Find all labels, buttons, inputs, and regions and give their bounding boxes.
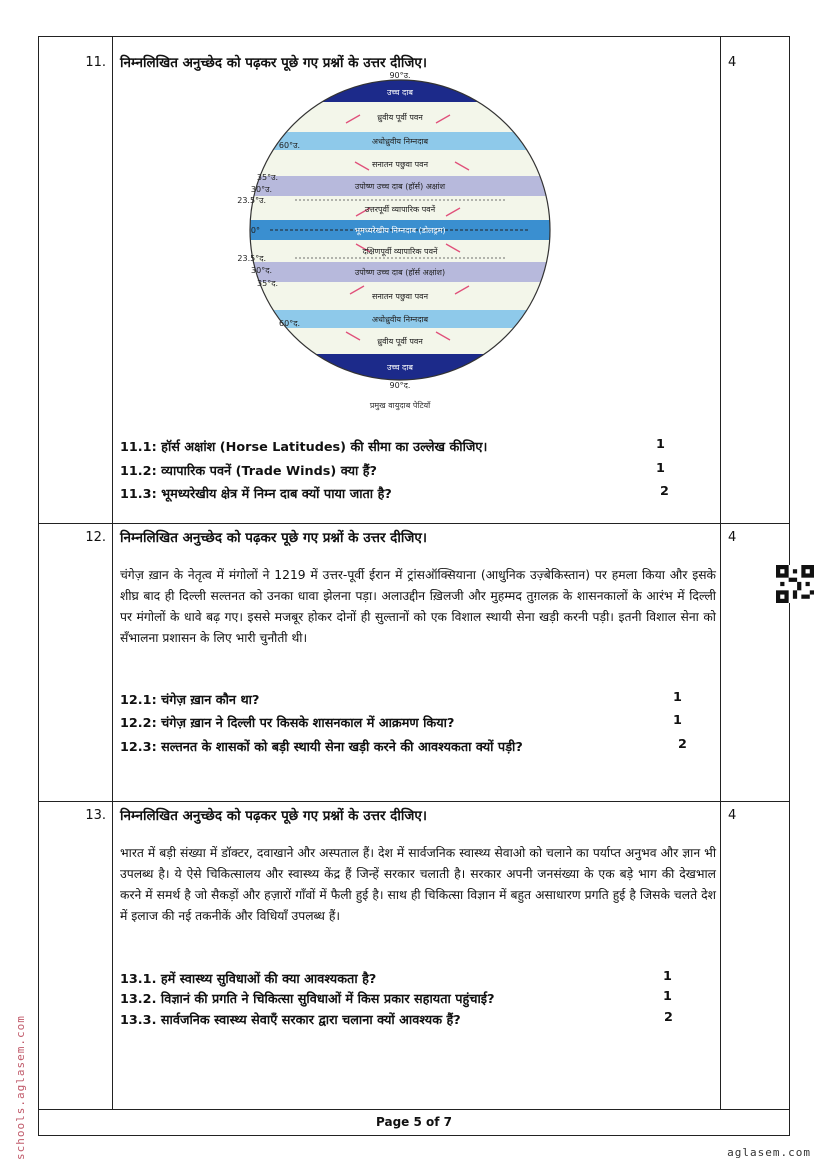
band-label: सनातन पछुवा पवन	[371, 160, 429, 169]
pressure-belts-diagram	[237, 70, 550, 420]
sub-question-marks: 1	[656, 461, 665, 476]
question-number: 11.	[85, 55, 106, 70]
band-label: उत्तरपूर्वी व्यापारिक पवनें	[364, 205, 436, 214]
sub-question-marks: 2	[664, 1010, 673, 1025]
latitude-label: 23.5°द.	[237, 254, 266, 263]
sub-question: 12.2: चंगेज़ ख़ान ने दिल्ली पर किसके शासनकाल में आक्रमण किया?	[120, 716, 455, 731]
sub-question: 11.1: हॉर्स अक्षांश (Horse Latitudes) की सीमा का उल्लेख कीजिए।	[120, 440, 488, 455]
question-marks: 4	[728, 808, 737, 823]
sub-question: 12.1: चंगेज़ ख़ान कौन था?	[120, 693, 260, 708]
question-heading: निम्नलिखित अनुच्छेद को पढ़कर पूछे गए प्रश्नों के उत्तर दीजिए।	[120, 55, 427, 71]
band-label: अधोध्रुवीय निम्नदाब	[371, 315, 429, 324]
latitude-label: 35°उ.	[256, 173, 278, 182]
question-number: 13.	[85, 808, 106, 823]
column-divider-marks	[720, 36, 721, 1109]
sub-question-marks: 1	[673, 690, 682, 705]
row-divider-footer	[38, 1109, 790, 1110]
sub-question-marks: 1	[656, 437, 665, 452]
sub-question-marks: 1	[663, 989, 672, 1004]
band-label: सनातन पछुवा पवन	[371, 292, 429, 301]
question-heading: निम्नलिखित अनुच्छेद को पढ़कर पूछे गए प्रश्नों के उत्तर दीजिए।	[120, 808, 427, 824]
band-label: उपोष्ण उच्च दाब (हॉर्स अक्षांश)	[354, 268, 446, 277]
latitude-label: 30°उ.	[250, 185, 272, 194]
sub-question: 11.2: व्यापारिक पवनें (Trade Winds) क्या हैं?	[120, 464, 377, 479]
sub-question: 12.3: सल्तनत के शासकों को बड़ी स्थायी सेना खड़ी करने की आवश्यकता क्यों पड़ी?	[120, 740, 523, 755]
band-label: उपोष्ण उच्च दाब (हॉर्स) अक्षांश	[354, 182, 446, 191]
latitude-label: 90°उ.	[389, 71, 411, 80]
band-label: ध्रुवीय पूर्वी पवन	[377, 113, 423, 122]
band-label: दक्षिणपूर्वी व्यापारिक पवनें	[362, 247, 438, 256]
passage: भारत में बड़ी संख्या में डॉक्टर, दवाखाने और अस्पताल हैं। देश में सार्वजनिक स्वास्थ्य सेवाओ को चलाने का पर्याप्त अनुभव और ज्ञान भी उपलब्ध है। ये ऐसे चिकित्सालय और स्वास्थ्य केंद्र हैं जिन्हें सरकार चलाती है। सरकार अपनी जनसंख्या के एक बड़े भाग की देखभाल करने में समर्थ है जो सैकड़ों और हज़ारों गाँवों में फैली हुई है। साथ ही चिकित्सा विज्ञान में बहुत असाधारण प्रगति हुई है जिसके चलते देश में इलाज की नई तकनीकें और विधियाँ उपलब्ध हैं।	[120, 846, 716, 923]
brand-watermark: aglasem.com	[727, 1146, 811, 1159]
qr-code	[776, 565, 814, 603]
column-divider-number	[112, 36, 113, 1109]
latitude-label: 30°द.	[251, 266, 272, 275]
latitude-label: 35°द.	[257, 279, 278, 288]
side-watermark: schools.aglasem.com	[14, 1015, 27, 1160]
question-marks: 4	[728, 530, 737, 545]
row-divider-13	[38, 801, 790, 802]
sub-question: 13.3. सार्वजनिक स्वास्थ्य सेवाएँ सरकार द्वारा चलाना क्यों आवश्यक हैं?	[120, 1013, 461, 1028]
sub-question: 13.1. हमें स्वास्थ्य सुविधाओं की क्या आवश्यकता है?	[120, 972, 377, 987]
question-marks: 4	[728, 55, 737, 70]
band-label: भूमध्यरेखीय निम्नदाब (डोलड्रम)	[354, 226, 446, 235]
band-label: ध्रुवीय पूर्वी पवन	[377, 337, 423, 346]
sub-question-marks: 1	[673, 713, 682, 728]
latitude-label: 90°द.	[389, 381, 411, 390]
band-label: उच्च दाब	[387, 88, 413, 97]
page-number: Page 5 of 7	[376, 1115, 452, 1129]
latitude-label: 60°द.	[279, 319, 300, 328]
sub-question: 13.2. विज्ञानं की प्रगति ने चिकित्सा सुविधाओं में किस प्रकार सहायता पहुंचाई?	[120, 992, 495, 1007]
row-divider-12	[38, 523, 790, 524]
latitude-label: 23.5°उ.	[237, 196, 266, 205]
band-label: उच्च दाब	[387, 363, 413, 372]
latitude-label: 0°	[250, 226, 260, 235]
latitude-label: 60°उ.	[278, 141, 300, 150]
sub-question: 11.3: भूमध्यरेखीय क्षेत्र में निम्न दाब क्यों पाया जाता है?	[120, 487, 392, 502]
figure-caption: प्रमुख वायुदाब पेटियाँ	[369, 401, 431, 410]
question-heading: निम्नलिखित अनुच्छेद को पढ़कर पूछे गए प्रश्नों के उत्तर दीजिए।	[120, 530, 427, 546]
question-number: 12.	[85, 530, 106, 545]
sub-question-marks: 2	[678, 737, 687, 752]
passage: चंगेज़ ख़ान के नेतृत्व में मंगोलों ने 1219 में उत्तर-पूर्वी ईरान में ट्रांसऑक्सियाना (आधुनिक उज़्बेकिस्तान) पर हमला किया और इसके शीघ्र बाद ही दिल्ली सल्तनत को उनका धावा झेलना पड़ा। अलाउद्दीन ख़िलजी और मुहम्मद तुग़लक़ के शासनकालों के आरंभ में दिल्ली पर मंगोलों के धावे बढ़ गए। इससे मजबूर होकर दोनों ही सुल्तानों को एक विशाल स्थायी सेना खड़ी करनी पड़ी। इतनी विशाल सेना को सँभालना प्रशासन के लिए भारी चुनौती थी।	[120, 568, 716, 645]
sub-question-marks: 1	[663, 969, 672, 984]
band-label: अधोध्रुवीय निम्नदाब	[371, 137, 429, 146]
sub-question-marks: 2	[660, 484, 669, 499]
